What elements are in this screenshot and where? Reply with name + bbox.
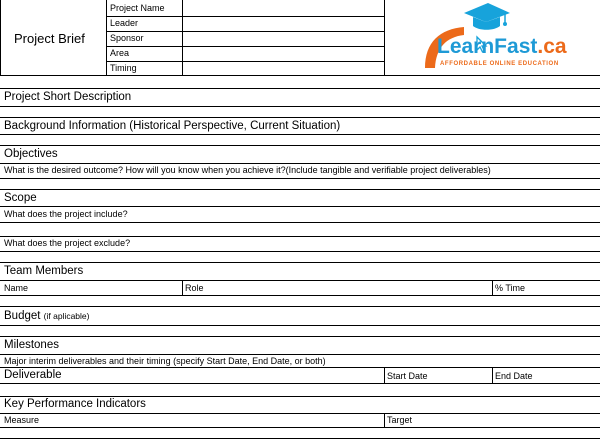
- area-input[interactable]: [183, 47, 383, 60]
- row-line: [0, 438, 600, 439]
- row-line: [0, 306, 600, 307]
- kpi-heading: Key Performance Indicators: [4, 398, 146, 410]
- page-title: Project Brief: [14, 31, 85, 46]
- kpi-col-measure: Measure: [4, 415, 40, 425]
- row-line: [0, 206, 600, 207]
- brand-main: LearnFast: [437, 35, 538, 58]
- field-label-sponsor: Sponsor: [110, 33, 144, 43]
- sponsor-input[interactable]: [183, 32, 383, 45]
- budget-input[interactable]: [0, 326, 600, 336]
- row-line: [0, 145, 600, 146]
- objectives-prompt: What is the desired outcome? How will you know when you achieve it?(Include tangible and verifiable project deliverables): [4, 165, 491, 175]
- team-col-divider: [182, 280, 183, 295]
- milestone-col-divider: [384, 367, 385, 383]
- leader-input[interactable]: [183, 17, 383, 30]
- milestone-col-divider: [492, 367, 493, 383]
- header-left-border: [0, 0, 1, 75]
- project-name-input[interactable]: [183, 2, 383, 15]
- header-divider-3: [384, 0, 385, 75]
- budget-note: (if aplicable): [43, 311, 90, 321]
- graduation-cap-icon: [464, 3, 510, 22]
- row-line: [0, 413, 600, 414]
- learnfast-logo: [416, 0, 586, 75]
- milestones-prompt: Major interim deliverables and their timing (specify Start Date, End Date, or both): [4, 356, 326, 366]
- header-divider-1: [106, 0, 107, 75]
- team-col-divider: [492, 280, 493, 295]
- short-description-heading: Project Short Description: [4, 91, 132, 103]
- background-input[interactable]: [0, 135, 600, 145]
- field-label-project-name: Project Name: [110, 3, 165, 13]
- milestones-input[interactable]: [0, 384, 600, 396]
- budget-heading: [4, 309, 89, 323]
- row-line: [0, 354, 600, 355]
- scope-exclude-input[interactable]: [0, 252, 600, 262]
- kpi-col-divider: [384, 413, 385, 427]
- scope-include-prompt: What does the project include?: [4, 209, 128, 219]
- field-label-leader: Leader: [110, 18, 139, 28]
- team-heading: Team Members: [4, 265, 84, 277]
- field-label-timing: Timing: [110, 63, 137, 73]
- scope-include-input[interactable]: [0, 223, 600, 236]
- team-col-role: Role: [185, 283, 204, 293]
- background-heading: Background Information (Historical Perspective, Current Situation): [4, 120, 341, 132]
- row-line: [0, 262, 600, 263]
- scope-heading: Scope: [4, 192, 37, 204]
- field-label-area: Area: [110, 48, 130, 58]
- row-line: [0, 280, 600, 281]
- objectives-heading: Objectives: [4, 148, 58, 160]
- team-col-name: Name: [4, 283, 29, 293]
- brand-tagline: AFFORDABLE ONLINE EDUCATION: [440, 61, 559, 67]
- kpi-col-target: Target: [387, 415, 413, 425]
- budget-title: Budget: [4, 310, 41, 322]
- brand-suffix: .ca: [537, 35, 567, 58]
- row-line: [0, 189, 600, 190]
- team-col-time: % Time: [495, 283, 526, 293]
- brand-wordmark: [437, 34, 567, 60]
- row-line: [0, 367, 600, 368]
- timing-input[interactable]: [183, 62, 383, 75]
- row-line: [0, 117, 600, 118]
- row-line: [0, 163, 600, 164]
- team-members-input[interactable]: [0, 296, 600, 306]
- row-line: [0, 75, 600, 76]
- short-description-input[interactable]: [0, 107, 600, 117]
- row-line: [0, 88, 600, 89]
- objectives-input[interactable]: [0, 179, 600, 189]
- milestone-col-deliverable: Deliverable: [4, 369, 62, 381]
- milestone-col-start-date: Start Date: [387, 371, 428, 381]
- milestone-col-end-date: End Date: [495, 371, 533, 381]
- scope-exclude-prompt: What does the project exclude?: [4, 238, 131, 248]
- row-line: [0, 236, 600, 237]
- milestones-heading: Milestones: [4, 339, 59, 351]
- row-line: [0, 336, 600, 337]
- kpi-input[interactable]: [0, 428, 600, 438]
